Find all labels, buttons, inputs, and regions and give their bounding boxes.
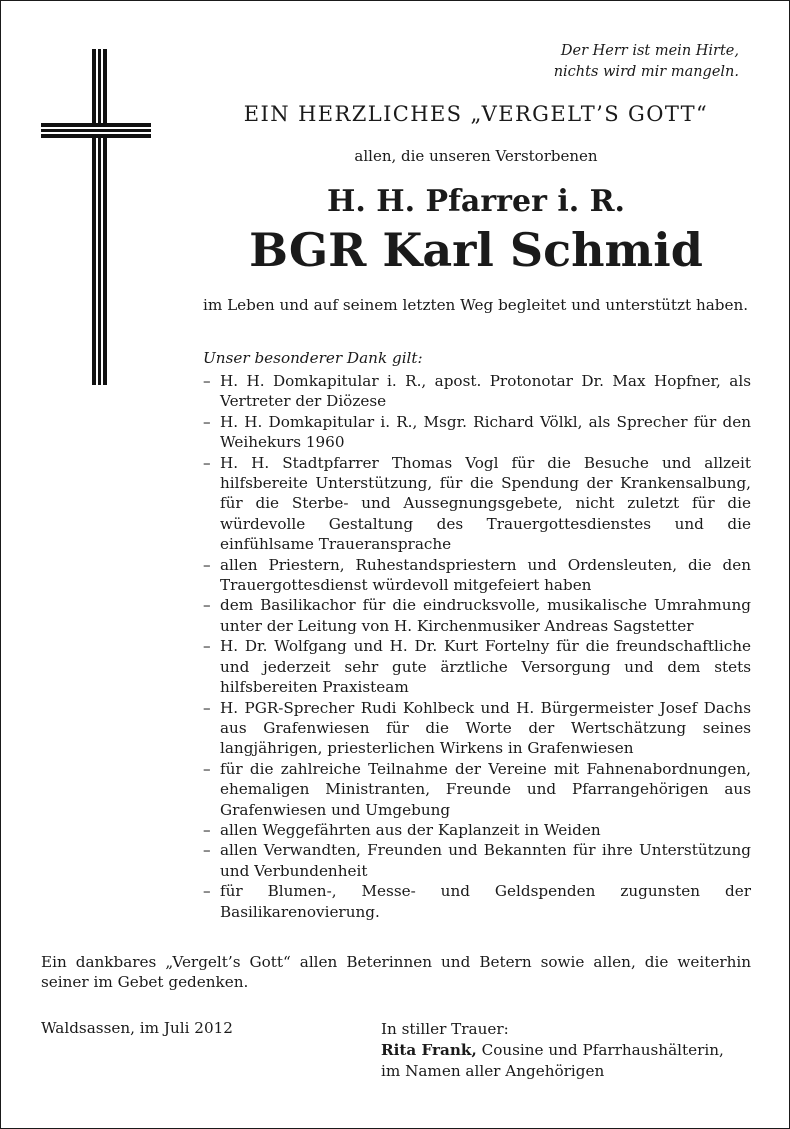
mourning-signature: [381, 1019, 761, 1082]
mourner-name: Rita Frank,: [381, 1041, 477, 1059]
bible-motto: [554, 41, 739, 83]
place-date: Waldsassen, im Juli 2012: [41, 1019, 233, 1037]
heading-vergelts-gott: EIN HERZLICHES „VERGELT’S GOTT“: [243, 102, 709, 126]
mourner-relation: Cousine und Pfarrhaushälterin,: [476, 1041, 724, 1059]
thanks-label: Unser besonderer Dank gilt:: [203, 349, 423, 367]
intro-text: im Leben und auf seinem letzten Weg begleitet und unterstützt haben.: [203, 296, 749, 314]
cross-icon: [41, 49, 151, 389]
list-item: – allen Weggefährten aus der Kaplanzeit in Weiden: [203, 820, 751, 840]
list-item: – H. Dr. Wolfgang und H. Dr. Kurt Fortelny für die freundschaftliche und jederzeit sehr gute ärztliche Versorgung und dem stets hilfsbereiten Praxisteam: [203, 636, 751, 697]
list-item: – H. H. Domkapitular i. R., apost. Protonotar Dr. Max Hopfner, als Vertreter der Diözese: [203, 371, 751, 412]
list-item: – H. PGR-Sprecher Rudi Kohlbeck und H. Bürgermeister Josef Dachs aus Grafenwiesen für die Worte der Wertschätzung seines langjährigen, priesterlichen Wirkens in Grafenwiesen: [203, 698, 751, 759]
mourner-family: im Namen aller Angehörigen: [381, 1062, 605, 1080]
heading-allen: allen, die unseren Verstorbenen: [354, 147, 598, 165]
mourner-line: [381, 1040, 761, 1061]
list-item: – H. H. Stadtpfarrer Thomas Vogl für die Besuche und allzeit hilfsbereite Unterstützung, für die Spendung der Krankensalbung, für die Sterbe- und Aussegnungsgebete, nicht zuletzt für die würdevolle Gestaltung des Trauergottesdienstes und die einfühlsame Traueransprache: [203, 453, 751, 555]
closing-text: Ein dankbares „Vergelt’s Gott“ allen Beterinnen und Betern sowie allen, die weiterhin seiner im Gebet gedenken.: [41, 953, 751, 992]
deceased-name: BGR Karl Schmid: [249, 223, 703, 277]
deceased-title: H. H. Pfarrer i. R.: [327, 184, 625, 219]
motto-line-2: nichts wird mir mangeln.: [553, 64, 739, 80]
list-item: – dem Basilikachor für die eindrucksvolle, musikalische Umrahmung unter der Leitung von H. Kirchenmusiker Andreas Sagstetter: [203, 595, 751, 636]
list-item: – allen Priestern, Ruhestandspriestern und Ordensleuten, die den Trauergottesdienst würdevoll mitgefeiert haben: [203, 555, 751, 596]
list-item: – allen Verwandten, Freunden und Bekannten für ihre Unterstützung und Verbundenheit: [203, 840, 751, 881]
list-item: – H. H. Domkapitular i. R., Msgr. Richard Völkl, als Sprecher für den Weihekurs 1960: [203, 412, 751, 453]
motto-line-1: Der Herr ist mein Hirte,: [560, 43, 739, 59]
list-item: – für Blumen-, Messe- und Geldspenden zugunsten der Basilikarenovierung.: [203, 881, 751, 922]
thanks-list: [203, 371, 751, 922]
mourning-label: In stiller Trauer:: [381, 1020, 509, 1038]
list-item: – für die zahlreiche Teilnahme der Vereine mit Fahnenabordnungen, ehemaligen Ministranten, Freunde und Pfarrangehörigen aus Grafenwiesen und Umgebung: [203, 759, 751, 820]
